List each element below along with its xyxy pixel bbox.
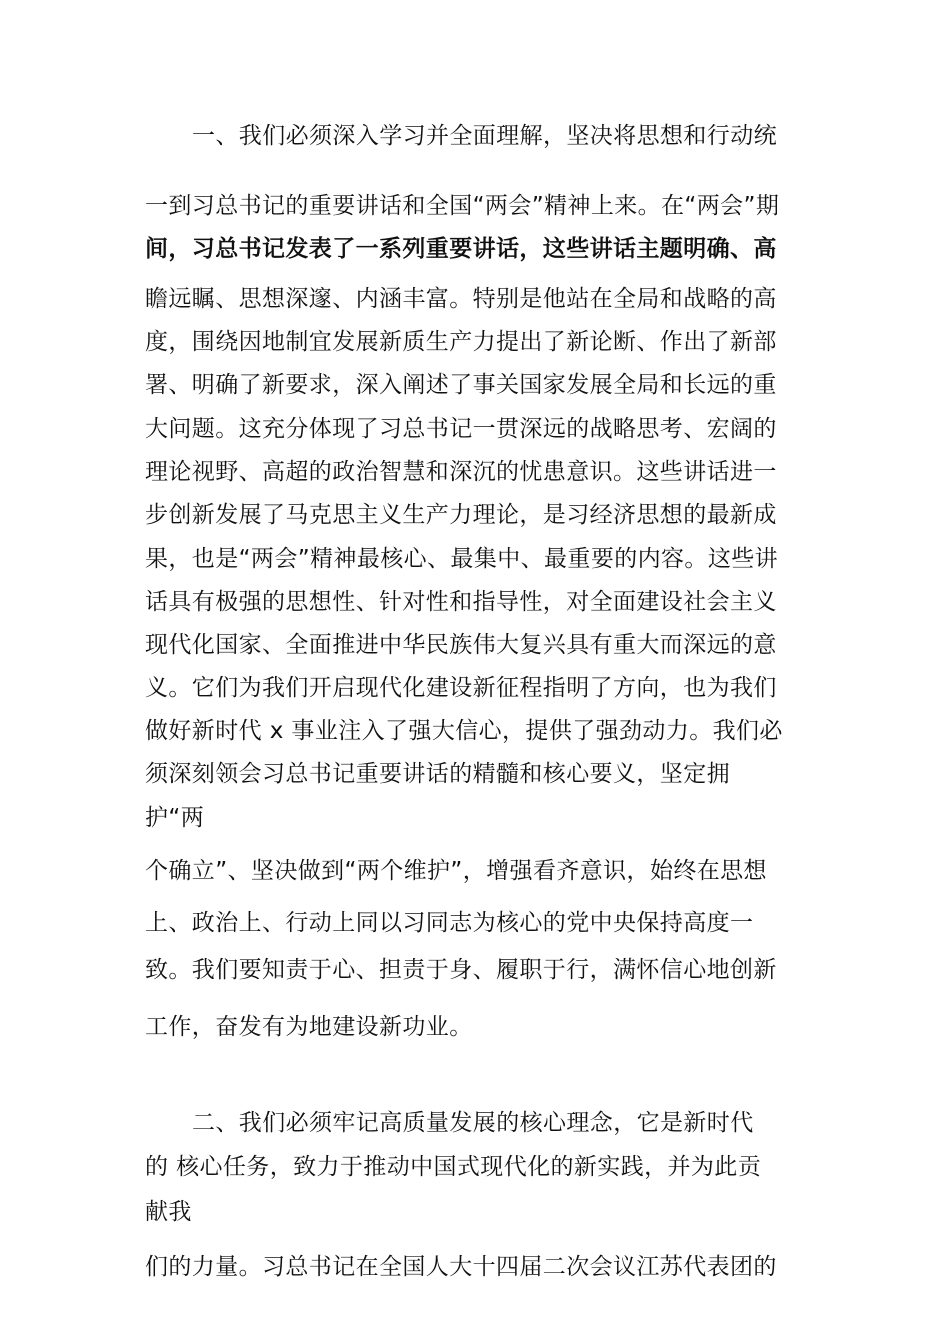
paragraph-2-line: 献我 <box>145 1199 192 1225</box>
paragraph-1-line: 度，围绕因地制宜发展新质生产力提出了新论断、作出了新部 <box>145 329 777 355</box>
paragraph-1-line: 须深刻领会习总书记重要讲话的精髓和核心要义，坚定拥 <box>145 761 730 787</box>
paragraph-1-line: 做好新时代 x 事业注入了强大信心，提供了强劲动力。我们必 <box>145 718 783 744</box>
paragraph-2-heading-line: 二、我们必须牢记高质量发展的核心理念，它是新时代 <box>192 1110 754 1136</box>
paragraph-1-line: 话具有极强的思想性、针对性和指导性，对全面建设社会主义 <box>145 589 777 615</box>
paragraph-1-line: 义。它们为我们开启现代化建设新征程指明了方向，也为我们 <box>145 675 777 701</box>
paragraph-1-line: 理论视野、高超的政治智慧和深沉的忧患意识。这些讲话进一 <box>145 459 777 485</box>
paragraph-1-heading-line: 一、我们必须深入学习并全面理解，坚决将思想和行动统 <box>192 123 777 149</box>
paragraph-1-line: 致。我们要知责于心、担责于身、履职于行，满怀信心地创新 <box>145 957 777 983</box>
paragraph-1-line: 上、政治上、行动上同以习同志为核心的党中央保持高度一 <box>145 910 754 936</box>
paragraph-1-line: 护“两 <box>145 805 205 831</box>
paragraph-1-bold-line: 间，习总书记发表了一系列重要讲话，这些讲话主题明确、高 <box>145 236 777 262</box>
paragraph-2-line: 们的力量。习总书记在全国人大十四届二次会议江苏代表团的 <box>145 1254 777 1280</box>
paragraph-2-line: 的 核心任务，致力于推动中国式现代化的新实践，并为此贡 <box>145 1154 762 1180</box>
paragraph-1-line: 瞻远瞩、思想深邃、内涵丰富。特别是他站在全局和战略的高 <box>145 286 777 312</box>
paragraph-1-last-line: 工作，奋发有为地建设新功业。 <box>145 1014 473 1040</box>
paragraph-1-line: 个确立”、坚决做到“两个维护”，增强看齐意识，始终在思想 <box>145 858 767 884</box>
paragraph-1-line: 大问题。这充分体现了习总书记一贯深远的战略思考、宏阔的 <box>145 416 777 442</box>
paragraph-1-line: 步创新发展了马克思主义生产力理论，是习经济思想的最新成 <box>145 502 777 528</box>
paragraph-1-line: 一到习总书记的重要讲话和全国“两会”精神上来。在“两会”期 <box>145 193 780 219</box>
paragraph-1-line: 现代化国家、全面推进中华民族伟大复兴具有重大而深远的意 <box>145 632 777 658</box>
paragraph-1-line: 果，也是“两会”精神最核心、最集中、最重要的内容。这些讲 <box>145 546 779 572</box>
paragraph-1-line: 署、明确了新要求，深入阐述了事关国家发展全局和长远的重 <box>145 372 777 398</box>
